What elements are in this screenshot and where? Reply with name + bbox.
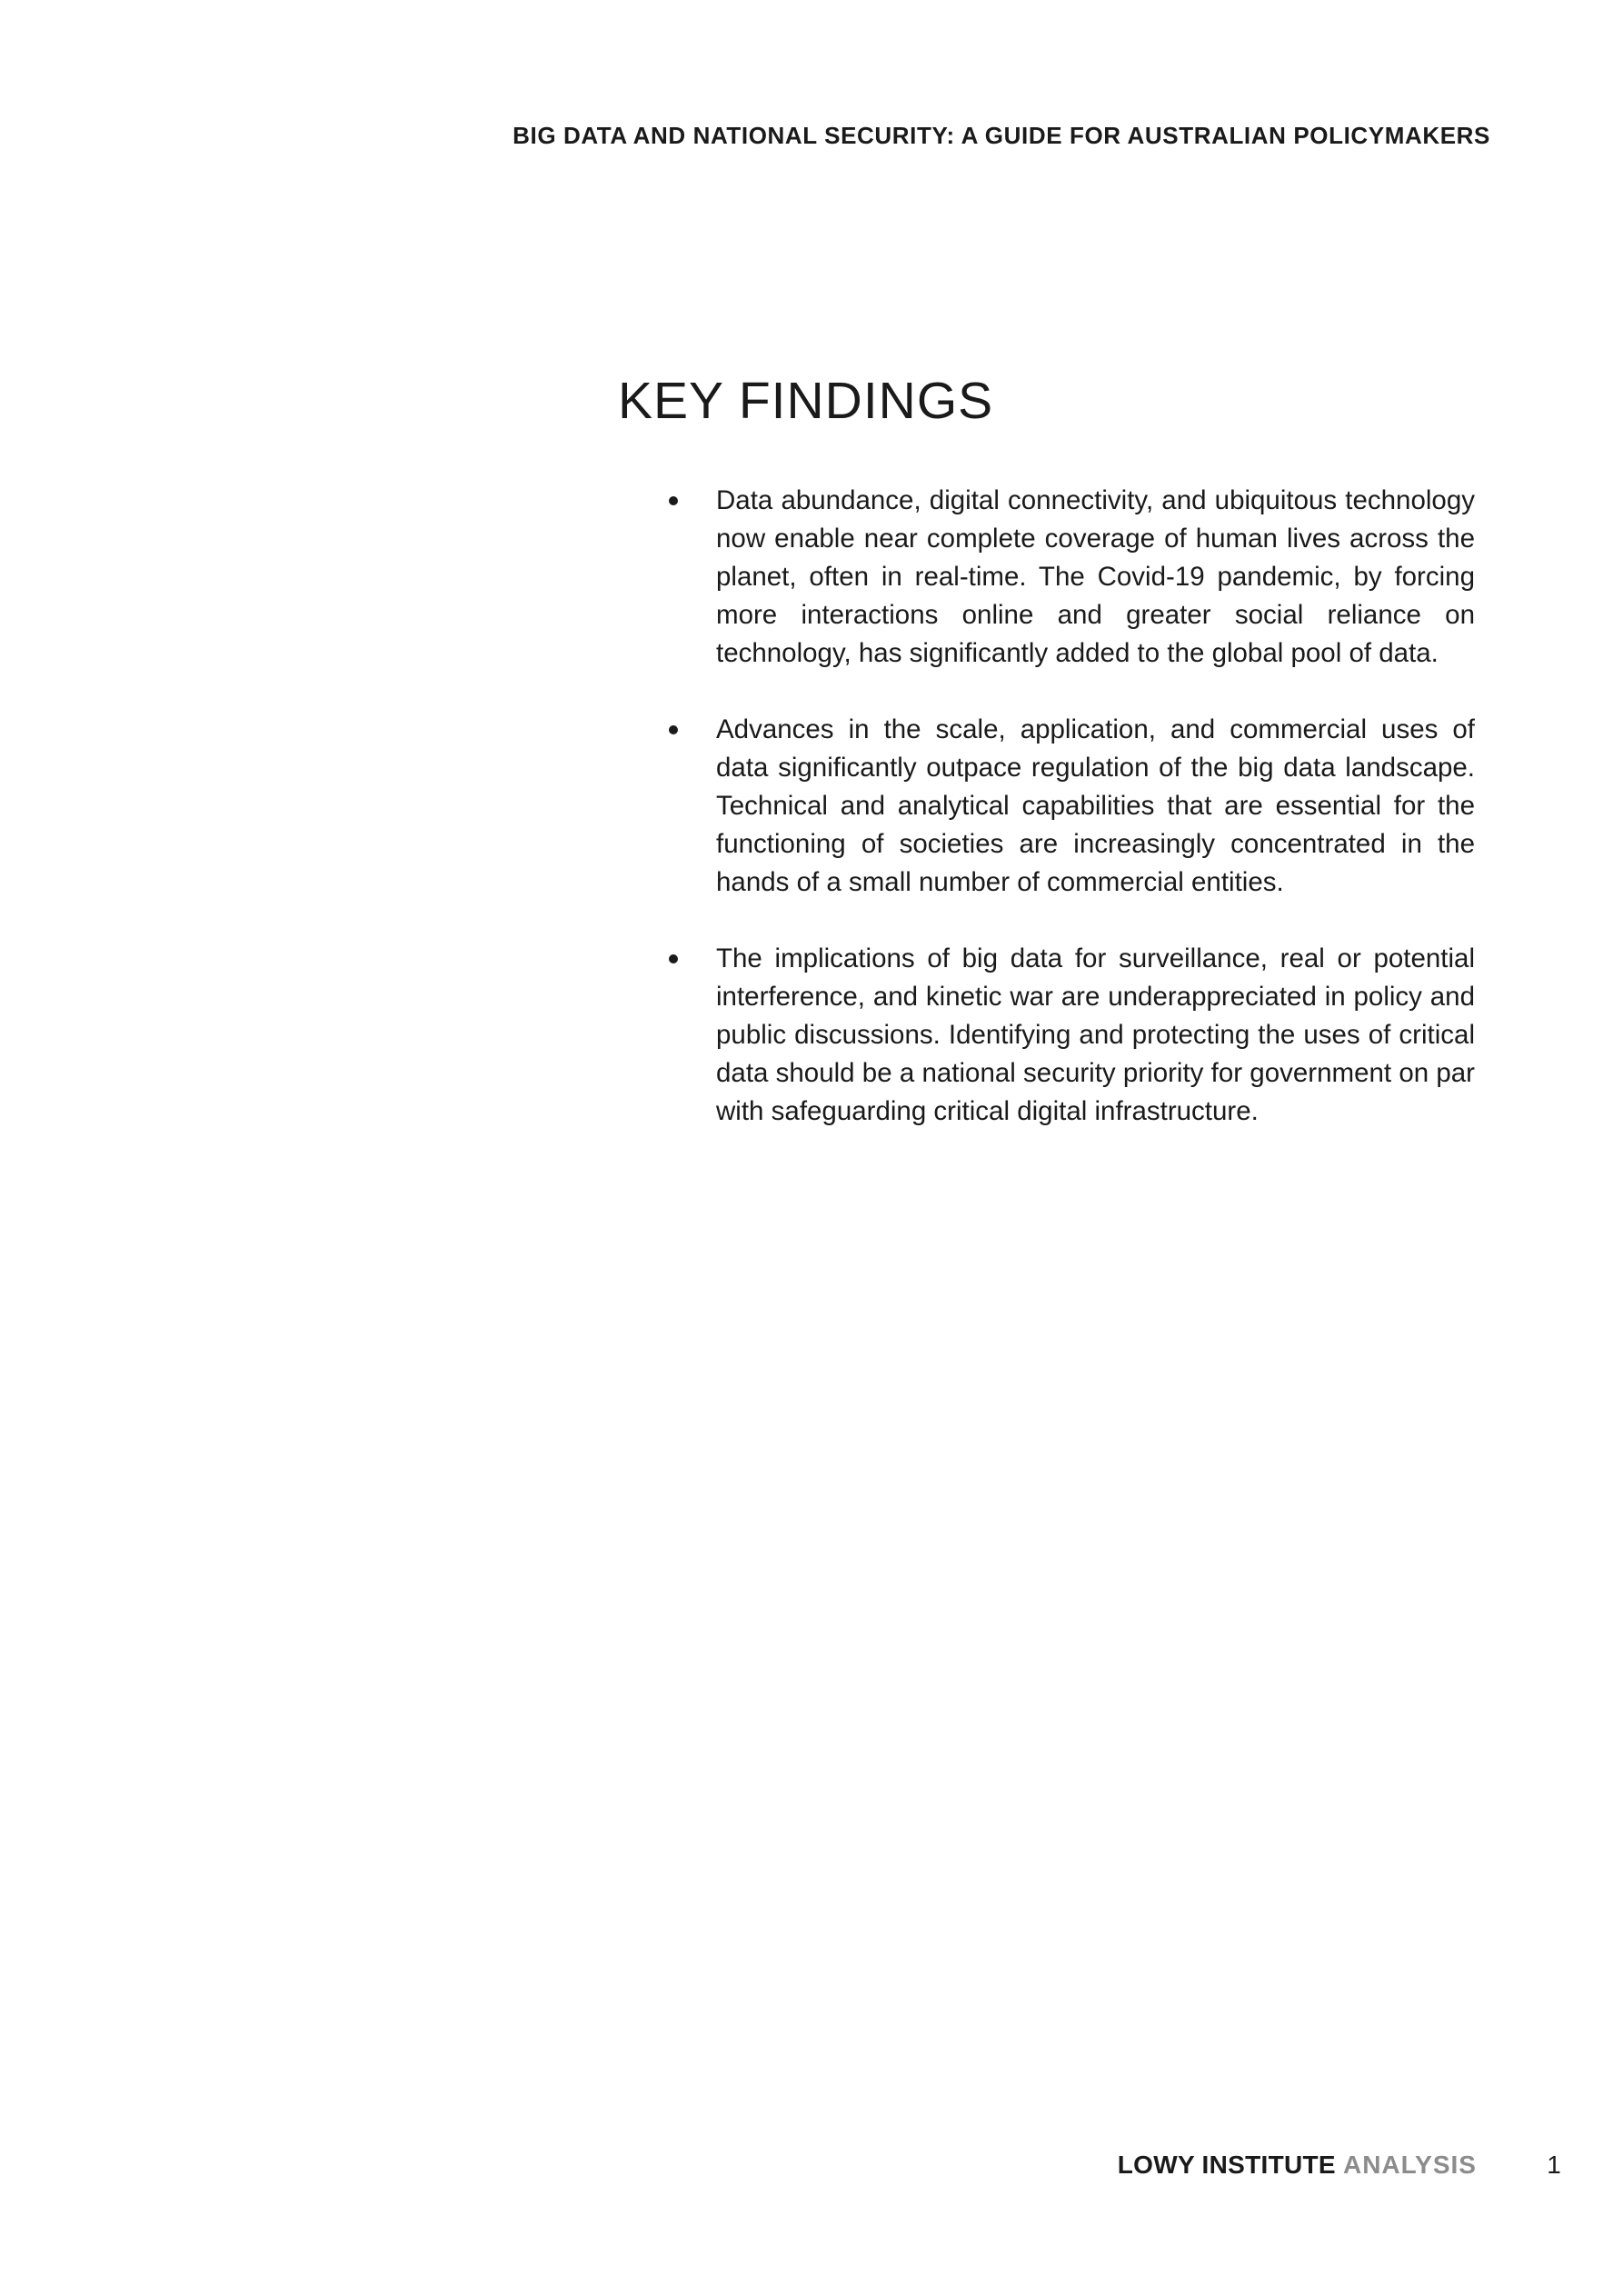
key-findings-list xyxy=(668,482,1475,1169)
footer-brand xyxy=(1000,2151,1477,2180)
brand-series: ANALYSIS xyxy=(1342,2151,1477,2179)
finding-item xyxy=(668,482,1475,673)
finding-text: The implications of big data for surveillance, real or potential interference, and kinetic war are underappreciated in policy and public discussions. Identifying and protecting the uses of critical data should be a national security priority for government on par with safeguarding critical digital infrastructure. xyxy=(716,943,1475,1126)
finding-text: Data abundance, digital connectivity, and ubiquitous technology now enable near complete coverage of human lives across the planet, often in real-time. The Covid-19 pandemic, by forcing more interactions online and greater social reliance on technology, has significantly added to the global pool of data. xyxy=(716,485,1475,668)
finding-item xyxy=(668,711,1475,902)
running-header: BIG DATA AND NATIONAL SECURITY: A GUIDE FOR AUSTRALIAN POLICYMAKERS xyxy=(513,122,1490,149)
section-title: KEY FINDINGS xyxy=(618,372,994,430)
page-number: 1 xyxy=(1547,2151,1561,2179)
bullet-icon xyxy=(668,482,679,520)
brand-name: LOWY INSTITUTE xyxy=(1117,2151,1336,2179)
bullet-icon xyxy=(668,940,679,978)
finding-text: Advances in the scale, application, and commercial uses of data significantly outpace regulation of the big data landscape. Technical and analytical capabilities that are essential for the functioning of societies are increasingly concentrated in the hands of a small number of commercial entities. xyxy=(716,714,1475,897)
bullet-icon xyxy=(668,711,679,749)
finding-item xyxy=(668,940,1475,1131)
